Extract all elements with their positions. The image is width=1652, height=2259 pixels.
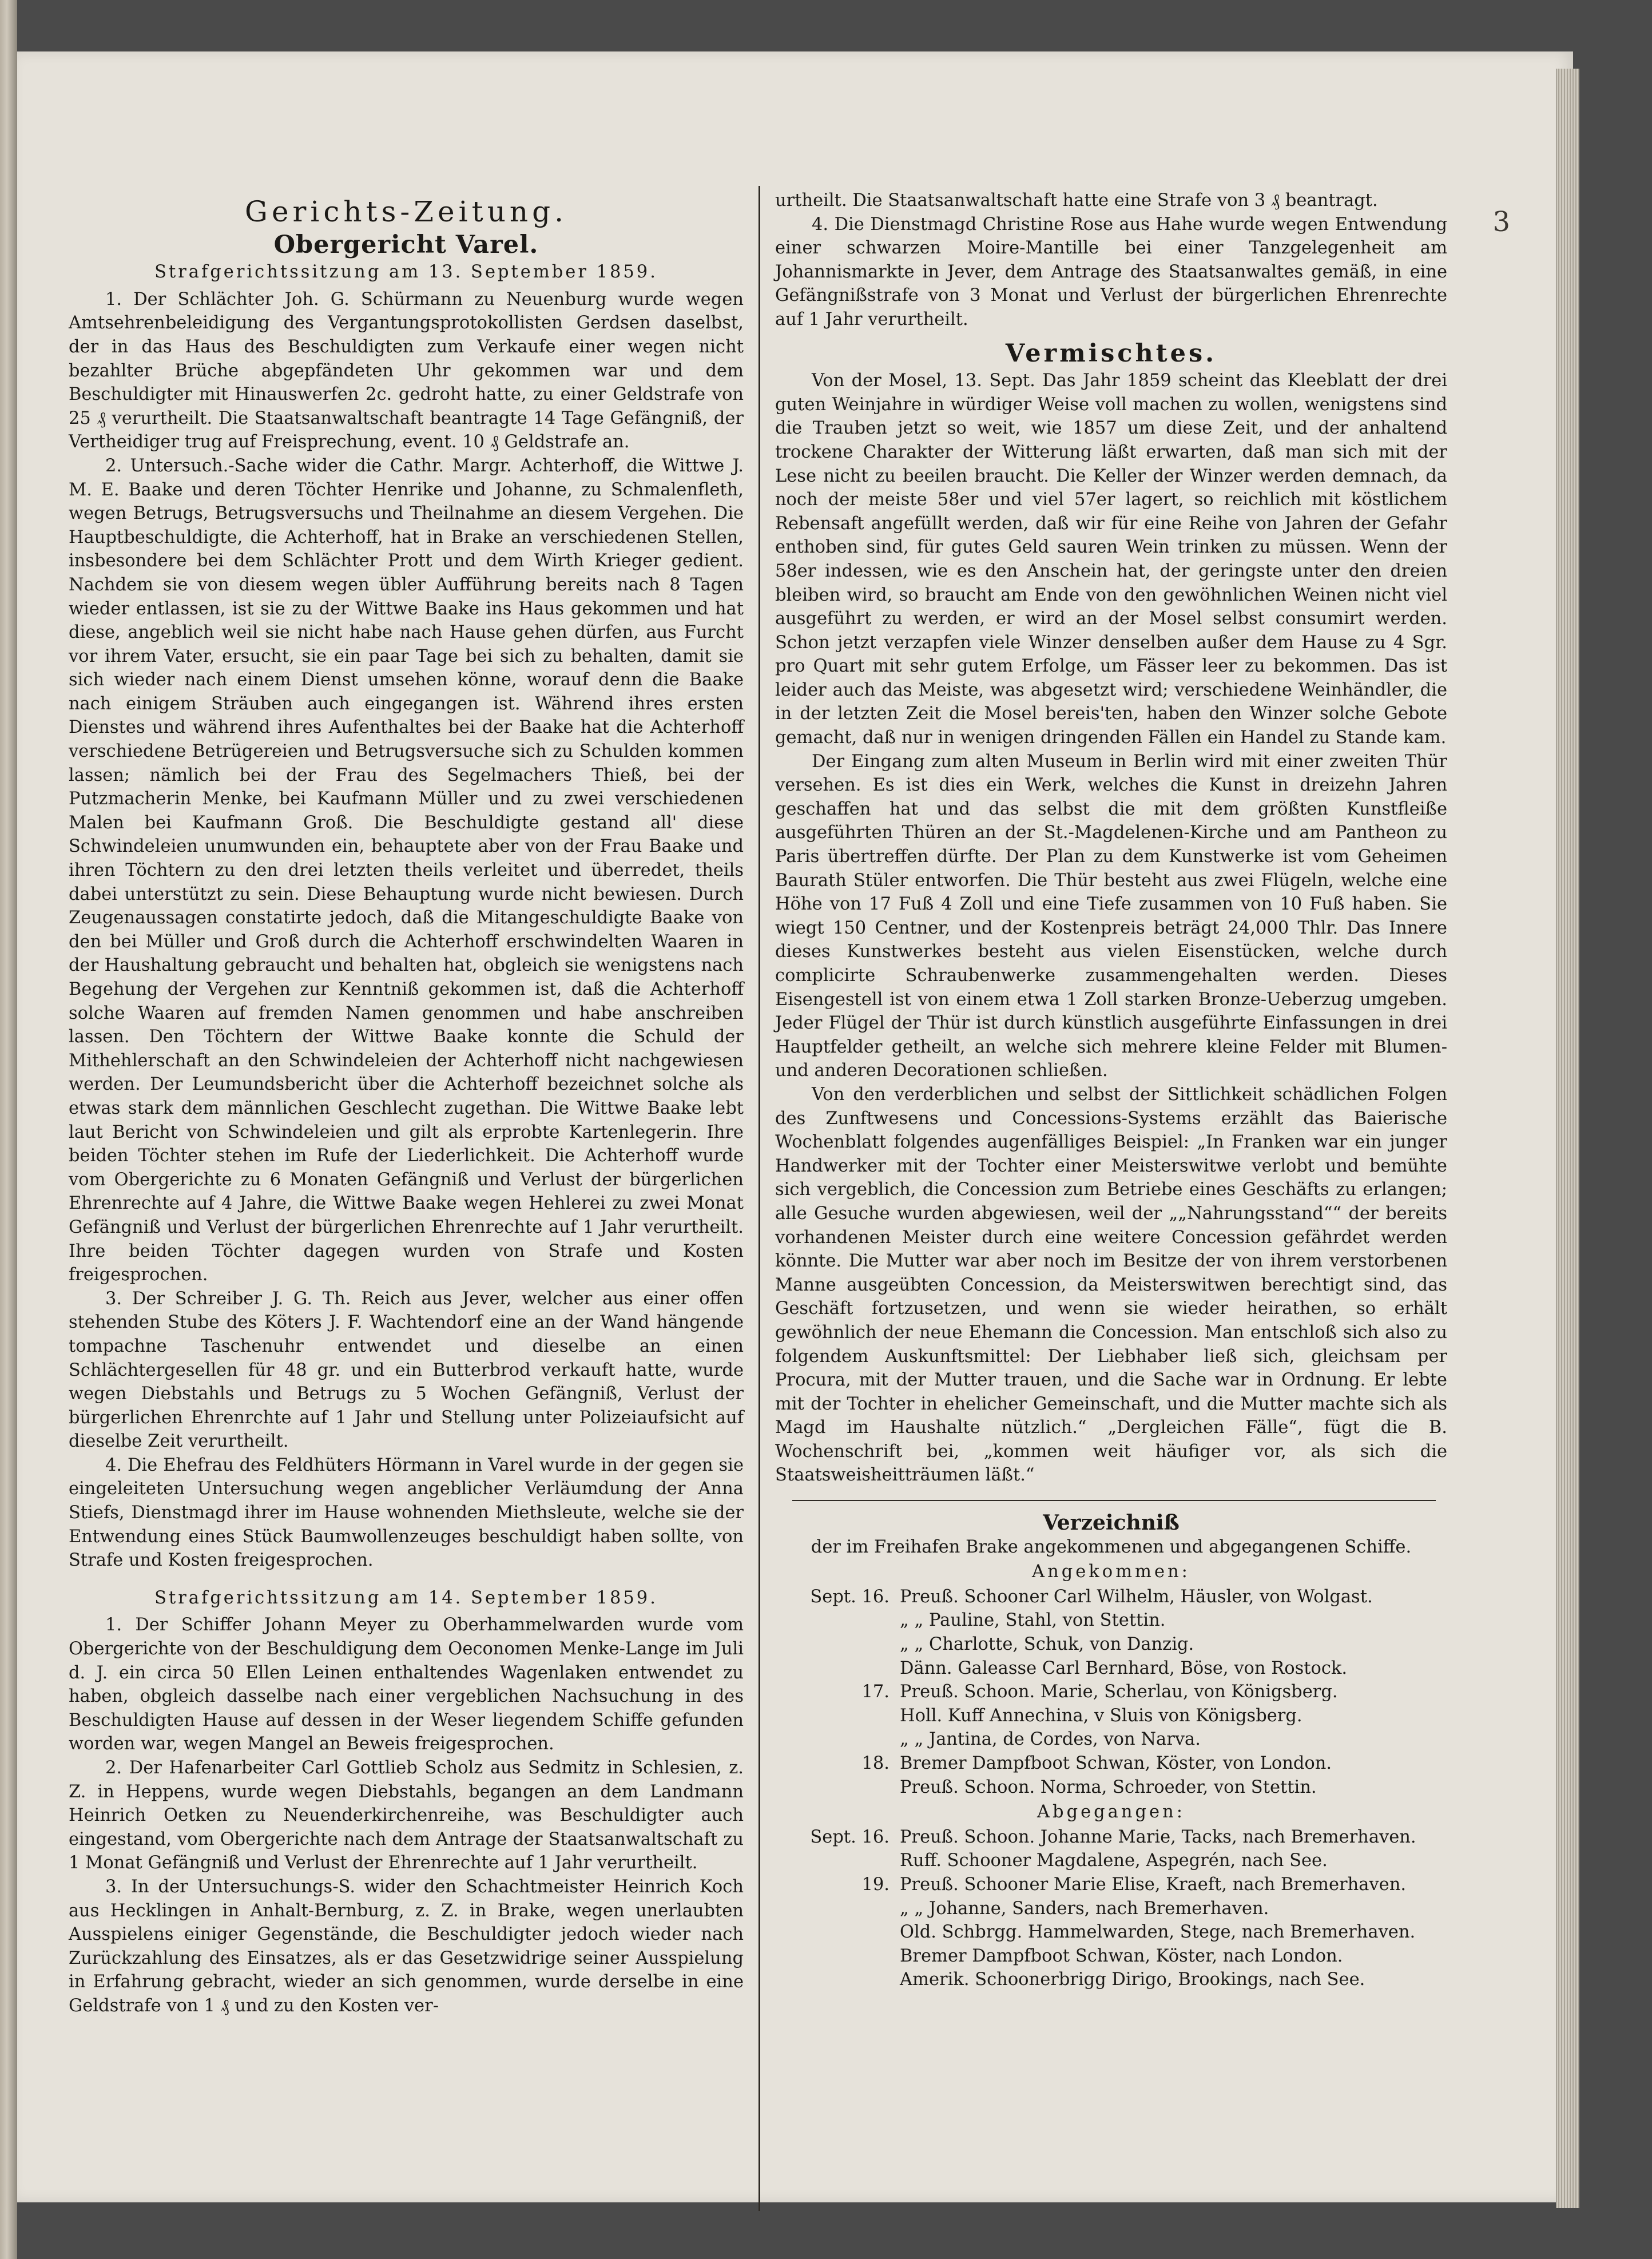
case-paragraph: 2. Untersuch.-Sache wider die Cathr. Margr. Achterhoff, die Wittwe J. M. E. Baake und deren Töchter Henrike und Johanne, zu Schmalenfleth, wegen Betrugs, Betrugsversuchs und Theilnahme an diesem Vergehen. Die Hauptbeschuldigte, die Achterhoff, hat in Brake an verschiedenen Stellen, insbesondere bei dem Schlächter Prott und dem Wirth Krieger gedient. Nachdem sie von diesem wegen übler Aufführung bereits nach 8 Tagen wieder entlassen, ist sie zu der Wittwe Baake ins Haus gekommen und hat diese, angeblich weil sie nicht habe nach Hause gehen dürfen, aus Furcht vor ihrem Vater, ersucht, sie ein paar Tage bei sich zu behalten, damit sie sich wieder nach einem Dienst umsehen könne, worauf denn die Baake nach einigem Sträuben auch eingegangen ist. Während ihres ersten Dienstes und während ihres Aufenthaltes bei der Baake hat die Achterhoff verschiedene Betrügereien und Betrugsversuche sich zu Schulden kommen lassen; nämlich bei der Frau des Segelmachers Thieß, bei der Putzmacherin Menke, bei Kaufmann Müller und zu zwei verschiedenen Malen bei Kaufmann Groß. Die Beschuldigte gestand all' diese Schwindeleien unumwunden ein, behauptete aber von der Frau Baake und ihren Töchtern zu den drei letzten theils verleitet und überredet, theils dabei unterstützt zu sein. Diese Behauptung wurde nicht bewiesen. Durch Zeugenaussagen constatirte jedoch, daß die Mitangeschuldigte Baake von den bei Müller und Groß durch die Achterhoff erschwindelten Waaren in der Haushaltung gebraucht und behalten hat, obgleich sie wenigstens nach Begehung der Vergehen zur Kenntniß gekommen ist, daß die Achterhoff solche Waaren auf fremden Namen genommen und habe anschreiben lassen. Den Töchtern der Wittwe Baake konnte die Schuld der Mithehlerschaft an den Schwindeleien der Achterhoff nicht nachgewiesen werden. Der Leumundsbericht über die Achterhoff bezeichnet solche als etwas stark dem männlichen Geschlecht zugethan. Die Wittwe Baake lebt laut Bericht von Schwindeleien und gilt als erprobte Kartenlegerin. Ihre beiden Töchter stehen im Rufe der Liederlichkeit. Die Achterhoff wurde vom Obergerichte zu 6 Monaten Gefängniß und Verlust der bürgerlichen Ehrenrechte auf 4 Jahre, die Wittwe Baake wegen Hehlerei zu zwei Monat Gefängniß und Verlust der bürgerlichen Ehrenrechte auf 1 Jahr verurtheilt. Ihre beiden Töchter dagegen wurden von Strafe und Kosten freigesprochen. [69,455,744,1285]
list-item: 18. Bremer Dampfboot Schwan, Köster, von London. [861,1753,1332,1773]
right-column [775,189,1447,1992]
list-item: „ „ Pauline, Stahl, von Stettin. [900,1610,1166,1631]
case-paragraph: 1. Der Schiffer Johann Meyer zu Oberhammelwarden wurde vom Obergerichte von der Beschuldigung dem Oeconomen Menke-Lange im Juli d. J. ein circa 50 Ellen Leinen enthaltendes Wagenlaken entwendet zu haben, obgleich dasselbe nach einer vergeblichen Nachsuchung in des Beschuldigten Hause auf dessen in der Weser liegendem Schiffe gefunden worden war, wegen Mangel an Beweis freigesprochen. [69,1615,744,1754]
session-dateline-1: Strafgerichtssitzung am 13. September 1859. [154,262,658,283]
case-paragraph: 4. Die Ehefrau des Feldhüters Hörmann in Varel wurde in der gegen sie eingeleiteten Untersuchung wegen angeblicher Verläumdung der Anna Stiefs, Dienstmagd ihrer im Hause wohnenden Miethsleute, welche sie der Entwendung eines Stück Baumwollenzeuges beschuldigt haben sollte, von Strafe und Kosten freigesprochen. [69,1455,744,1571]
news-paragraph: Von den verderblichen und selbst der Sittlichkeit schädlichen Folgen des Zunftwesens und Concessions-Systems erzählt das Baierische Wochenblatt folgendes augenfälliges Beispiel: „In Franken war ein junger Handwerker mit der Tochter einer Meisterswitwe verlobt und bemühte sich vergeblich, die Concession zum Betriebe eines Geschäfts zu erlangen; alle Gesuche wurden abgewiesen, weil der „„Nahrungsstand““ der bereits vorhandenen Meister durch eine weitere Concession gefährdet werden könnte. Die Mutter war aber noch im Besitze der von ihrem verstorbenen Manne ausgeübten Concession, da Meisterswitwen berechtigt sind, das Geschäft fortzusetzen, und wenn sie wieder heirathen, so erhält gewöhnlich der neue Ehemann die Concession. Man entschloß sich also zu folgendem Auskunftsmittel: Der Liebhaber ließ sich, gleichsam per Procura, mit der Mutter trauen, und die Sache war in Ordnung. Er lebte mit der Tochter in ehelicher Gemeinschaft, und die Mutter machte sich als Magd im Haushalte nützlich.“ „Dergleichen Fälle“, fügt die B. Wochenschrift bei, „kommen weit häufiger vor, als sich die Staatsweisheitträumen läßt.“ [775,1084,1447,1486]
list-item: Preuß. Schoon. Norma, Schroeder, von Stettin. [900,1777,1317,1797]
list-item: „ „ Jantina, de Cordes, von Narva. [900,1729,1201,1750]
list-item: „ „ Johanne, Sanders, nach Bremerhaven. [900,1898,1269,1919]
case-paragraph: 4. Die Dienstmagd Christine Rose aus Hahe wurde wegen Entwendung einer schwarzen Moire-Mantille bei einer Tanzgelegenheit am Johannismarkte in Jever, dem Antrage des Staatsanwaltes gemäß, in eine Gefängnißstrafe von 3 Monat und Verlust der bürgerlichen Ehrenrechte auf 1 Jahr verurtheilt. [775,214,1447,329]
news-paragraph: Von der Mosel, 13. Sept. Das Jahr 1859 scheint das Kleeblatt der drei guten Weinjahre in würdiger Weise voll machen zu wollen, wenigstens sind die Trauben jetzt so weit, wie 1857 um diese Zeit, und der anhaltend trockene Charakter der Witterung läßt erwarten, daß man sich mit der Lese nicht zu beeilen braucht. Die Keller der Winzer werden demnach, da noch der meiste 58er und viel 57er lagert, so reichlich mit köstlichem Rebensaft angefüllt werden, daß wir für eine Reihe von Jahren der Gefahr enthoben sind, für gutes Geld sauren Wein trinken zu müssen. Wenn der 58er indessen, wie es den Anschein hat, der geringste unter den dreien bleiben wird, so braucht am Ende von den gewöhnlichen Weinen nicht viel ausgeführt zu werden, er wird an der Mosel selbst consumirt werden. Schon jetzt verzapfen viele Winzer denselben außer dem Hause zu 4 Sgr. pro Quart mit sehr gutem Erfolge, um Fässer leer zu bekommen. Das ist leider auch das Meiste, was abgesetzt wird; verschiedene Weinhändler, die in der letzten Zeit die Mosel bereis'ten, haben den Winzer solche Gebote gemacht, daß nur in wenigen dringenden Fällen ein Handel zu Stande kam. [775,371,1447,748]
list-item: „ „ Charlotte, Schuk, von Danzig. [900,1634,1194,1655]
session-dateline-2: Strafgerichtssitzung am 14. September 1859. [154,1587,658,1608]
ship-list-subtitle: der im Freihafen Brake angekommenen und abgegangenen Schiffe. [811,1537,1412,1557]
list-item: Dänn. Galeasse Carl Bernhard, Böse, von Rostock. [900,1658,1348,1678]
column-rule [759,186,760,2211]
list-item: Ruff. Schooner Magdalene, Aspegrén, nach See. [900,1851,1328,1871]
arrivals-list [775,1585,1447,1799]
list-item: Bremer Dampfboot Schwan, Köster, nach London. [900,1946,1343,1966]
ship-list-heading: Verzeichniß [1043,1511,1180,1535]
section-title-court-news: Gerichts-Zeitung. [245,195,567,228]
arrivals-heading: Angekommen: [1032,1562,1190,1582]
left-column [69,189,744,2018]
case-paragraph: 3. Der Schreiber J. G. Th. Reich aus Jever, welcher aus einer offen stehenden Stube des Köters J. F. Wachtendorf eine an der Wand hängende tompachne Taschenuhr entwendet und dieselbe an einen Schlächtergesellen für 48 gr. und ein Butterbrod verkauft hatte, wurde wegen Diebstahls und Betrugs zu 5 Wochen Gefängniß, Verlust der bürgerlichen Ehrenrchte auf 1 Jahr und Stellung unter Polizeiaufsicht auf dieselbe Zeit verurtheilt. [69,1288,744,1452]
departures-list [775,1825,1447,1992]
miscellany-heading: Vermischtes. [1005,339,1217,368]
case-paragraph-continued: urtheilt. Die Staatsanwaltschaft hatte eine Strafe von 3 ₰ beantragt. [775,190,1378,211]
departures-heading: Abgegangen: [1037,1802,1185,1823]
list-item: Amerik. Schoonerbrigg Dirigo, Brookings, nach See. [900,1970,1365,1990]
page-number: 3 [1492,206,1510,238]
case-paragraph: 1. Der Schlächter Joh. G. Schürmann zu Neuenburg wurde wegen Amtsehrenbeleidigung des Vergantungsprotokollisten Gerdsen daselbst, der in das Haus des Beschuldigten zum Verkaufe einer wegen nicht bezahlter Brüche abgepfändeten Uhr gekommen war und dem Beschuldigter mit Hinauswerfen 2c. gedroht hatte, zu einer Geldstrafe von 25 ₰ verurtheilt. Die Staatsanwaltschaft beantragte 14 Tage Gefängniß, der Vertheidiger trug auf Freisprechung, event. 10 ₰ Geldstrafe an. [69,289,744,452]
list-item: Sept. 16. Preuß. Schoon. Johanne Marie, Tacks, nach Bremerhaven. [810,1827,1416,1847]
case-paragraph: 2. Der Hafenarbeiter Carl Gottlieb Scholz aus Sedmitz in Schlesien, z. Z. in Heppens, wurde wegen Diebstahls, begangen an dem Landmann Heinrich Oetken zu Neuenderkirchenreihe, was Beschuldigter auch eingestand, vom Obergerichte nach dem Antrage der Staatsanwaltschaft zu 1 Monat Gefängniß und Verlust der Ehrenrechte auf 1 Jahr verurtheilt. [69,1758,744,1873]
section-divider [792,1500,1436,1501]
book-spine [0,0,17,2259]
newspaper-page [17,51,1573,2202]
court-heading: Obergericht Varel. [273,230,539,259]
list-item: Holl. Kuff Annechina, v Sluis von Königsberg. [900,1705,1302,1726]
list-item: Old. Schbrgg. Hammelwarden, Stege, nach Bremerhaven. [900,1922,1416,1943]
news-paragraph: Der Eingang zum alten Museum in Berlin wird mit einer zweiten Thür versehen. Es ist dies ein Werk, welches die Kunst in dreizehn Jahren geschaffen hat und das selbst die mit dem größten Kunstfleiße ausgeführten Thüren an der St.-Magdelenen-Kirche und am Pantheon zu Paris übertreffen dürfte. Der Plan zu dem Kunstwerke ist vom Geheimen Baurath Stüler entworfen. Die Thür besteht aus zwei Flügeln, welche eine Höhe von 17 Fuß 4 Zoll und eine Tiefe zusammen von 10 Fuß haben. Sie wiegt 150 Centner, und der Kostenpreis beträgt 24,000 Thlr. Das Innere dieses Kunstwerkes besteht aus vielen Eisenstücken, welche durch complicirte Schraubenwerke zusammengehalten werden. Dieses Eisengestell ist von einem etwa 1 Zoll starken Bronze-Ueberzug umgeben. Jeder Flügel der Thür ist durch künstlich ausgeführte Einfassungen in drei Hauptfelder getheilt, an welche sich mehrere kleine Felder mit Blumen- und anderen Decorationen schließen. [775,751,1447,1081]
list-item: 17. Preuß. Schoon. Marie, Scherlau, von Königsberg. [861,1682,1338,1702]
page-edges [1556,69,1579,2208]
list-item: Sept. 16. Preuß. Schooner Carl Wilhelm, Häusler, von Wolgast. [810,1586,1373,1607]
list-item: 19. Preuß. Schooner Marie Elise, Kraeft, nach Bremerhaven. [861,1874,1407,1895]
case-paragraph: 3. In der Untersuchungs-S. wider den Schachtmeister Heinrich Koch aus Hecklingen in Anhalt-Bernburg, z. Z. in Brake, wegen unerlaubten Ausspielens einiger Gegenstände, die Beschuldigter jedoch wieder nach Zurückzahlung des Einsatzes, als er das Gesetzwidrige seiner Ausspielung in Erfahrung gebracht, wieder an sich genommen, wurde derselbe in eine Geldstrafe von 1 ₰ und zu den Kosten ver- [69,1876,744,2016]
